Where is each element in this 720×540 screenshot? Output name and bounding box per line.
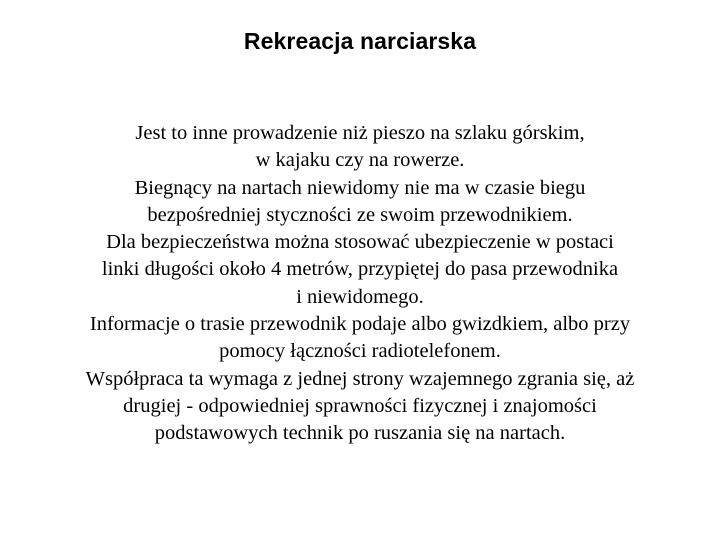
body-line: drugiej - odpowiedniej sprawności fizycznej i znajomości — [123, 394, 597, 417]
body-line: i niewidomego. — [296, 285, 424, 308]
slide-title: Rekreacja narciarska — [243, 28, 477, 54]
body-line: linki długości około 4 metrów, przypiętej do pasa przewodnika — [101, 258, 619, 281]
body-line: Dla bezpieczeństwa można stosować ubezpieczenie w postaci — [106, 231, 614, 254]
body-line: Jest to inne prowadzenie niż pieszo na szlaku górskim, — [135, 122, 585, 144]
body-line: Biegnący na nartach niewidomy nie ma w czasie biegu — [134, 176, 586, 199]
body-line: podstawowych technik po ruszania się na nartach. — [154, 422, 566, 445]
body-line: w kajaku czy na rowerze. — [255, 149, 465, 172]
body-line: pomocy łączności radiotelefonem. — [219, 340, 501, 363]
body-line: bezpośredniej styczności ze swoim przewodnikiem. — [147, 203, 573, 226]
body-line: Współpraca ta wymaga z jednej strony wzajemnego zgrania się, aż — [85, 367, 635, 390]
body-line: Informacje o trasie przewodnik podaje albo gwizdkiem, albo przy — [89, 313, 631, 336]
slide-body — [30, 120, 690, 448]
